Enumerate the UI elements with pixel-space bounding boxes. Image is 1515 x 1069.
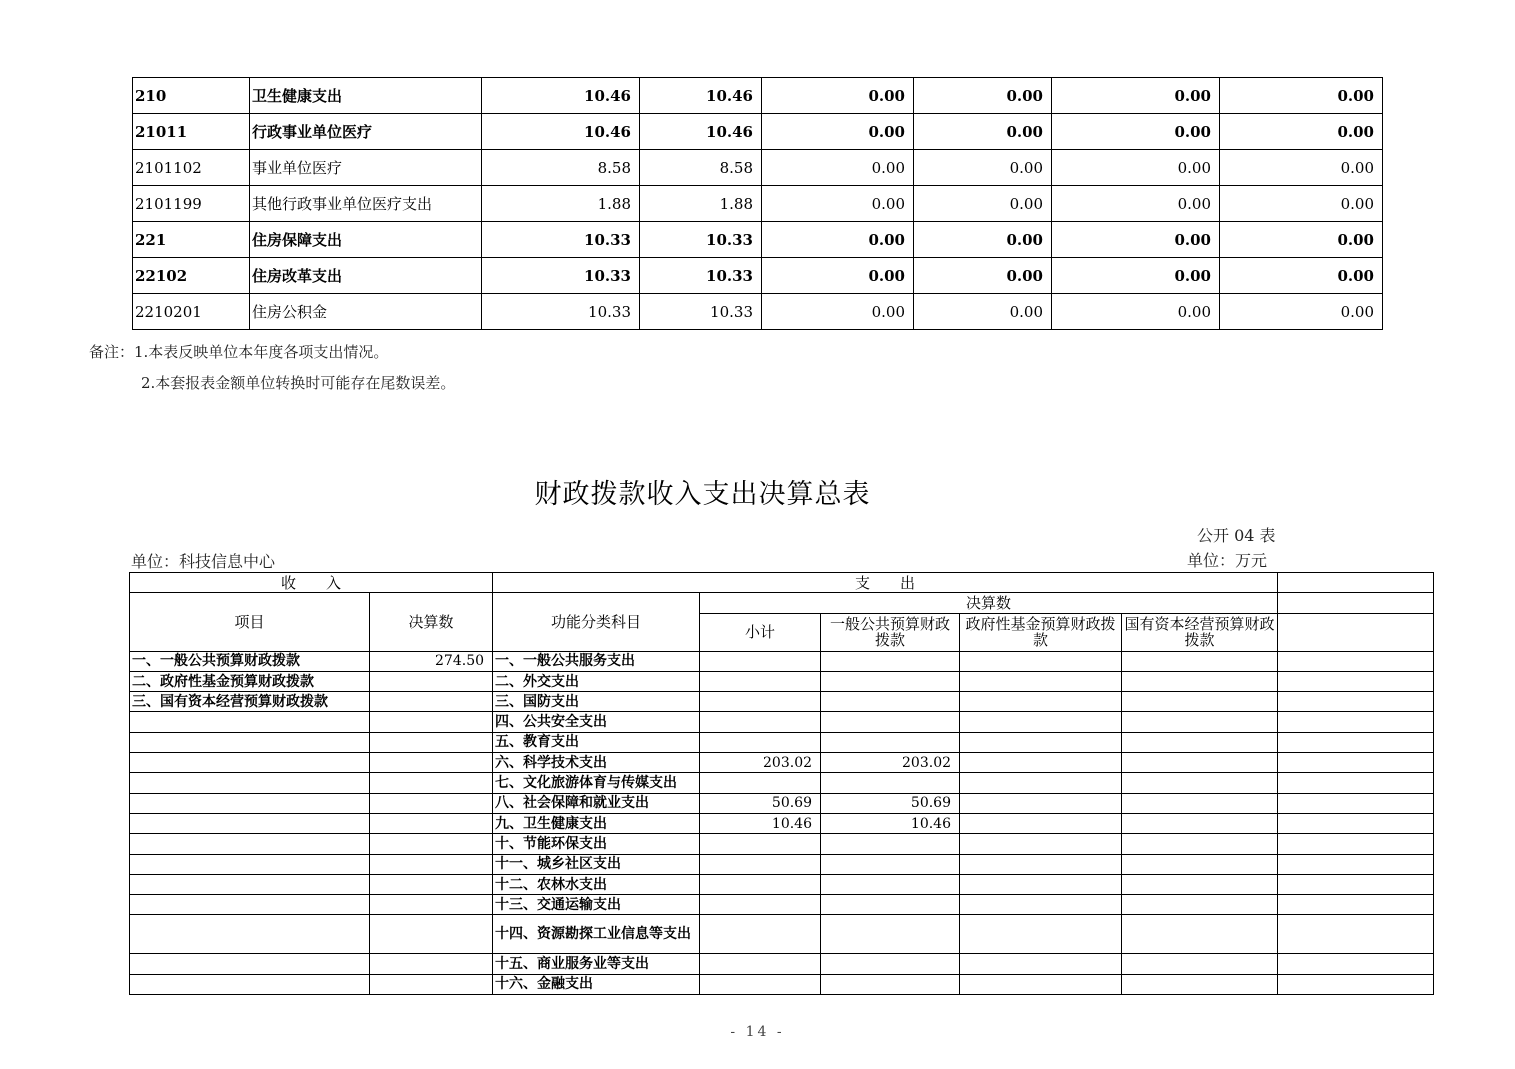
income-item-cell: 一、一般公共预算财政拨款 (130, 651, 370, 671)
income-item-cell (130, 773, 370, 793)
value-cell: 0.00 (914, 150, 1052, 186)
value-cell: 0.00 (1220, 150, 1383, 186)
currency-unit: 单位：万元 (1187, 551, 1268, 570)
blank-cell (1278, 813, 1434, 833)
general-budget-cell (821, 692, 960, 712)
blank-cell (1278, 954, 1434, 974)
value-cell: 0.00 (914, 186, 1052, 222)
subtotal-cell (700, 671, 821, 691)
state-capital-cell (1122, 974, 1278, 994)
value-cell: 8.58 (640, 150, 762, 186)
account-code-cell: 221 (133, 222, 250, 258)
value-cell: 0.00 (1220, 186, 1383, 222)
general-budget-cell: 50.69 (821, 793, 960, 813)
blank-cell (1278, 651, 1434, 671)
final-amount-header: 决算数 (700, 593, 1278, 613)
account-code-cell: 210 (133, 78, 250, 114)
gov-fund-cell (960, 692, 1122, 712)
income-item-cell (130, 954, 370, 974)
func-category-cell: 十二、农林水支出 (493, 874, 700, 894)
account-code-cell: 2101102 (133, 150, 250, 186)
table-row (130, 732, 1434, 752)
value-cell: 0.00 (1052, 114, 1220, 150)
income-item-cell (130, 753, 370, 773)
general-budget-cell (821, 712, 960, 732)
account-name-cell: 住房公积金 (250, 294, 482, 330)
subtotal-cell: 10.46 (700, 813, 821, 833)
income-amount-cell (370, 895, 493, 915)
unit-name: 单位：科技信息中心 (131, 552, 276, 571)
table-row (130, 793, 1434, 813)
income-item-cell (130, 813, 370, 833)
blank-cell (1278, 753, 1434, 773)
income-amount-cell: 274.50 (370, 651, 493, 671)
fiscal-summary-table (129, 572, 1434, 995)
value-cell: 0.00 (1220, 294, 1383, 330)
value-cell: 0.00 (762, 222, 914, 258)
general-budget-cell (821, 773, 960, 793)
func-category-cell: 十三、交通运输支出 (493, 895, 700, 915)
value-cell: 0.00 (1052, 294, 1220, 330)
value-cell: 0.00 (1052, 150, 1220, 186)
general-budget-cell (821, 915, 960, 954)
state-capital-cell (1122, 773, 1278, 793)
income-amount-cell (370, 671, 493, 691)
header-row-2 (130, 593, 1434, 613)
value-cell: 0.00 (1220, 78, 1383, 114)
note-line-1: 备注：1.本表反映单位本年度各项支出情况。 (89, 343, 389, 361)
income-item-cell: 三、国有资本经营预算财政拨款 (130, 692, 370, 712)
value-cell: 0.00 (1220, 222, 1383, 258)
gov-fund-cell (960, 854, 1122, 874)
page-number: - 14 - (730, 1024, 785, 1040)
account-code-cell: 21011 (133, 114, 250, 150)
blank-cell (1278, 854, 1434, 874)
value-cell: 10.33 (482, 258, 640, 294)
table-row (130, 954, 1434, 974)
state-capital-cell (1122, 874, 1278, 894)
income-item-cell (130, 915, 370, 954)
state-capital-cell (1122, 753, 1278, 773)
income-amount-cell (370, 813, 493, 833)
gov-fund-header: 政府性基金预算财政拨款 (960, 613, 1122, 651)
item-header: 项目 (130, 593, 370, 651)
income-item-cell (130, 854, 370, 874)
expenditure-detail-table (132, 77, 1383, 330)
subtotal-cell: 50.69 (700, 793, 821, 813)
func-category-cell: 六、科学技术支出 (493, 753, 700, 773)
table-row (133, 186, 1383, 222)
table-row (133, 258, 1383, 294)
income-item-cell (130, 793, 370, 813)
blank-cell (1278, 974, 1434, 994)
table-row (130, 651, 1434, 671)
value-cell: 0.00 (762, 294, 914, 330)
income-amount-cell (370, 915, 493, 954)
income-amount-cell (370, 954, 493, 974)
general-budget-cell (821, 974, 960, 994)
value-cell: 0.00 (914, 114, 1052, 150)
value-cell: 0.00 (762, 150, 914, 186)
func-category-cell: 十、节能环保支出 (493, 834, 700, 854)
state-capital-cell (1122, 854, 1278, 874)
value-cell: 0.00 (1220, 114, 1383, 150)
general-budget-header: 一般公共预算财政拨款 (821, 613, 960, 651)
value-cell: 10.33 (640, 258, 762, 294)
income-item-cell (130, 732, 370, 752)
blank-cell (1278, 712, 1434, 732)
general-budget-cell (821, 954, 960, 974)
func-category-cell: 七、文化旅游体育与传媒支出 (493, 773, 700, 793)
subtotal-cell (700, 773, 821, 793)
blank-cell (1278, 874, 1434, 894)
state-capital-cell (1122, 692, 1278, 712)
table-row (130, 974, 1434, 994)
blank-cell (1278, 793, 1434, 813)
value-cell: 0.00 (914, 294, 1052, 330)
value-cell: 10.46 (482, 78, 640, 114)
subtotal-cell (700, 732, 821, 752)
table-row (133, 222, 1383, 258)
income-item-cell (130, 834, 370, 854)
table-row (133, 150, 1383, 186)
func-category-cell: 四、公共安全支出 (493, 712, 700, 732)
account-name-cell: 行政事业单位医疗 (250, 114, 482, 150)
note-line-2: 2.本套报表金额单位转换时可能存在尾数误差。 (141, 374, 456, 392)
blank-cell (1278, 915, 1434, 954)
income-item-cell: 二、政府性基金预算财政拨款 (130, 671, 370, 691)
func-category-cell: 二、外交支出 (493, 671, 700, 691)
income-amount-cell (370, 793, 493, 813)
blank-cell (1278, 573, 1434, 593)
header-row-1 (130, 573, 1434, 593)
account-code-cell: 2101199 (133, 186, 250, 222)
account-code-cell: 2210201 (133, 294, 250, 330)
table-row (133, 114, 1383, 150)
value-cell: 0.00 (1052, 222, 1220, 258)
table-row (130, 813, 1434, 833)
value-cell: 10.46 (482, 114, 640, 150)
amount-header: 决算数 (370, 593, 493, 651)
value-cell: 10.33 (482, 222, 640, 258)
account-code-cell: 22102 (133, 258, 250, 294)
general-budget-cell (821, 651, 960, 671)
gov-fund-cell (960, 651, 1122, 671)
income-amount-cell (370, 712, 493, 732)
gov-fund-cell (960, 793, 1122, 813)
value-cell: 10.46 (640, 114, 762, 150)
table-row (133, 78, 1383, 114)
subtotal-cell (700, 974, 821, 994)
state-capital-cell (1122, 915, 1278, 954)
gov-fund-cell (960, 813, 1122, 833)
gov-fund-cell (960, 954, 1122, 974)
table-row (130, 692, 1434, 712)
value-cell: 0.00 (762, 78, 914, 114)
gov-fund-cell (960, 773, 1122, 793)
value-cell: 0.00 (762, 114, 914, 150)
value-cell: 10.33 (640, 294, 762, 330)
table-row (130, 854, 1434, 874)
blank-cell (1278, 671, 1434, 691)
blank-cell (1278, 834, 1434, 854)
func-category-cell: 十一、城乡社区支出 (493, 854, 700, 874)
value-cell: 0.00 (914, 78, 1052, 114)
income-amount-cell (370, 854, 493, 874)
state-capital-header: 国有资本经营预算财政拨款 (1122, 613, 1278, 651)
general-budget-cell (821, 732, 960, 752)
blank-cell (1278, 732, 1434, 752)
income-item-cell (130, 712, 370, 732)
subtotal-header: 小计 (700, 613, 821, 651)
income-amount-cell (370, 692, 493, 712)
subtotal-cell (700, 895, 821, 915)
account-name-cell: 住房改革支出 (250, 258, 482, 294)
subtotal-cell (700, 651, 821, 671)
subtotal-cell (700, 954, 821, 974)
gov-fund-cell (960, 915, 1122, 954)
value-cell: 10.33 (482, 294, 640, 330)
gov-fund-cell (960, 895, 1122, 915)
table-row (130, 753, 1434, 773)
value-cell: 0.00 (762, 258, 914, 294)
state-capital-cell (1122, 671, 1278, 691)
subtotal-cell (700, 692, 821, 712)
state-capital-cell (1122, 834, 1278, 854)
table-row (130, 671, 1434, 691)
general-budget-cell: 10.46 (821, 813, 960, 833)
blank-cell (1278, 895, 1434, 915)
subtotal-cell (700, 712, 821, 732)
income-amount-cell (370, 773, 493, 793)
table-row (130, 712, 1434, 732)
value-cell: 1.88 (482, 186, 640, 222)
state-capital-cell (1122, 651, 1278, 671)
income-header: 收 入 (130, 573, 493, 593)
value-cell: 8.58 (482, 150, 640, 186)
table-row (130, 773, 1434, 793)
general-budget-cell (821, 895, 960, 915)
func-category-cell: 五、教育支出 (493, 732, 700, 752)
table-row (130, 915, 1434, 954)
account-name-cell: 其他行政事业单位医疗支出 (250, 186, 482, 222)
gov-fund-cell (960, 753, 1122, 773)
gov-fund-cell (960, 874, 1122, 894)
state-capital-cell (1122, 895, 1278, 915)
value-cell: 0.00 (1052, 78, 1220, 114)
value-cell: 0.00 (914, 222, 1052, 258)
state-capital-cell (1122, 813, 1278, 833)
gov-fund-cell (960, 732, 1122, 752)
income-item-cell (130, 895, 370, 915)
func-category-cell: 九、卫生健康支出 (493, 813, 700, 833)
func-category-cell: 十五、商业服务业等支出 (493, 954, 700, 974)
value-cell: 0.00 (1052, 258, 1220, 294)
expense-header: 支 出 (493, 573, 1278, 593)
general-budget-cell (821, 834, 960, 854)
state-capital-cell (1122, 954, 1278, 974)
gov-fund-cell (960, 712, 1122, 732)
subtotal-cell: 203.02 (700, 753, 821, 773)
func-category-cell: 十六、金融支出 (493, 974, 700, 994)
blank-cell (1278, 613, 1434, 651)
blank-cell (1278, 593, 1434, 613)
income-item-cell (130, 874, 370, 894)
general-budget-cell (821, 874, 960, 894)
subtotal-cell (700, 854, 821, 874)
blank-cell (1278, 773, 1434, 793)
gov-fund-cell (960, 974, 1122, 994)
income-item-cell (130, 974, 370, 994)
func-category-cell: 一、一般公共服务支出 (493, 651, 700, 671)
account-name-cell: 住房保障支出 (250, 222, 482, 258)
subtotal-cell (700, 915, 821, 954)
gov-fund-cell (960, 834, 1122, 854)
general-budget-cell (821, 854, 960, 874)
func-category-cell: 三、国防支出 (493, 692, 700, 712)
func-category-cell: 十四、资源勘探工业信息等支出 (493, 915, 700, 954)
subtotal-cell (700, 834, 821, 854)
func-category-header: 功能分类科目 (493, 593, 700, 651)
value-cell: 0.00 (1220, 258, 1383, 294)
table-row (130, 874, 1434, 894)
account-name-cell: 事业单位医疗 (250, 150, 482, 186)
value-cell: 0.00 (1052, 186, 1220, 222)
general-budget-cell (821, 671, 960, 691)
value-cell: 0.00 (914, 258, 1052, 294)
page-title: 财政拨款收入支出决算总表 (534, 479, 871, 510)
income-amount-cell (370, 874, 493, 894)
table-row (133, 294, 1383, 330)
blank-cell (1278, 692, 1434, 712)
income-amount-cell (370, 732, 493, 752)
state-capital-cell (1122, 732, 1278, 752)
func-category-cell: 八、社会保障和就业支出 (493, 793, 700, 813)
table-row (130, 834, 1434, 854)
value-cell: 1.88 (640, 186, 762, 222)
income-amount-cell (370, 974, 493, 994)
subtotal-cell (700, 874, 821, 894)
form-number: 公开 04 表 (1197, 526, 1276, 545)
state-capital-cell (1122, 712, 1278, 732)
table-row (130, 895, 1434, 915)
general-budget-cell: 203.02 (821, 753, 960, 773)
income-amount-cell (370, 834, 493, 854)
value-cell: 10.33 (640, 222, 762, 258)
state-capital-cell (1122, 793, 1278, 813)
account-name-cell: 卫生健康支出 (250, 78, 482, 114)
gov-fund-cell (960, 671, 1122, 691)
income-amount-cell (370, 753, 493, 773)
value-cell: 0.00 (762, 186, 914, 222)
value-cell: 10.46 (640, 78, 762, 114)
